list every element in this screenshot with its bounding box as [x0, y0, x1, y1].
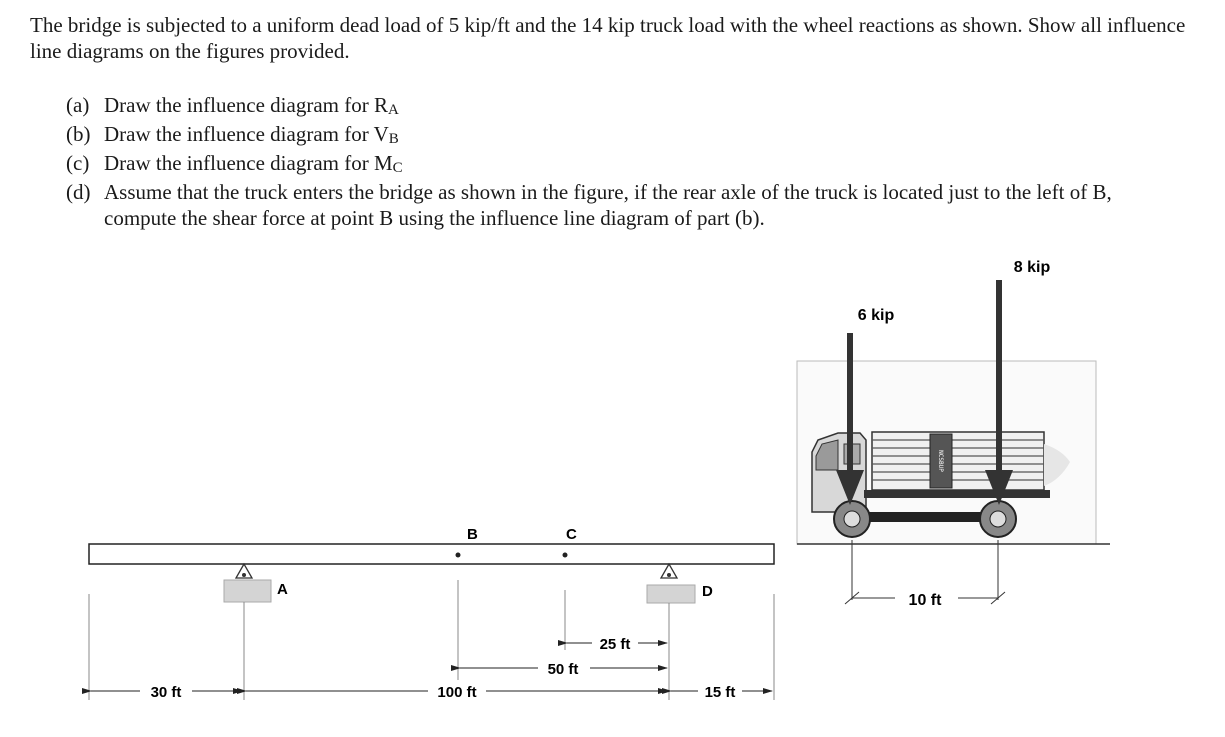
dim-30ft-label: 30 ft	[150, 684, 182, 701]
dim-15ft-label: 15 ft	[704, 684, 736, 701]
dim-25ft-label: 25 ft	[599, 636, 631, 653]
part-d-text: Assume that the truck enters the bridge as shown in the figure, if the rear axle of the truck is located just to the left of B, compute the shear force at point B using the influence line diagram of part (b).	[104, 180, 1112, 230]
label-a: A	[277, 581, 288, 598]
part-c-subscript: C	[392, 160, 403, 176]
dim-50ft-label: 50 ft	[547, 661, 579, 678]
point-b-marker	[456, 553, 461, 558]
part-b-text: Draw the influence diagram for V	[104, 122, 389, 146]
part-a-text: Draw the influence diagram for R	[104, 93, 388, 117]
part-c-text: Draw the influence diagram for M	[104, 151, 393, 175]
part-b-label: (b)	[66, 122, 91, 146]
bridge-beam	[89, 544, 774, 564]
truck-illustration	[797, 361, 1110, 544]
point-c-marker	[563, 553, 568, 558]
support-a	[224, 564, 271, 602]
part-a-subscript: A	[387, 102, 399, 118]
label-d: D	[702, 583, 713, 600]
part-d-label: (d)	[66, 180, 91, 204]
part-b-subscript: B	[388, 131, 399, 147]
problem-intro: The bridge is subjected to a uniform dead load of 5 kip/ft and the 14 kip truck load with the wheel reactions as shown. Show all influence line diagrams on the figures provided.	[30, 13, 1186, 63]
label-c: C	[566, 526, 577, 543]
dim-100ft-label: 100 ft	[437, 684, 477, 701]
rear-axle-load-label: 8 kip	[1013, 259, 1051, 276]
part-a-label: (a)	[66, 93, 90, 117]
label-b: B	[467, 526, 478, 543]
truck-cargo-label: NCSBUP	[937, 450, 944, 472]
part-c-label: (c)	[66, 151, 90, 175]
support-d	[647, 564, 695, 603]
front-axle-load-label: 6 kip	[857, 307, 895, 324]
dim-10ft-label: 10 ft	[908, 592, 942, 609]
